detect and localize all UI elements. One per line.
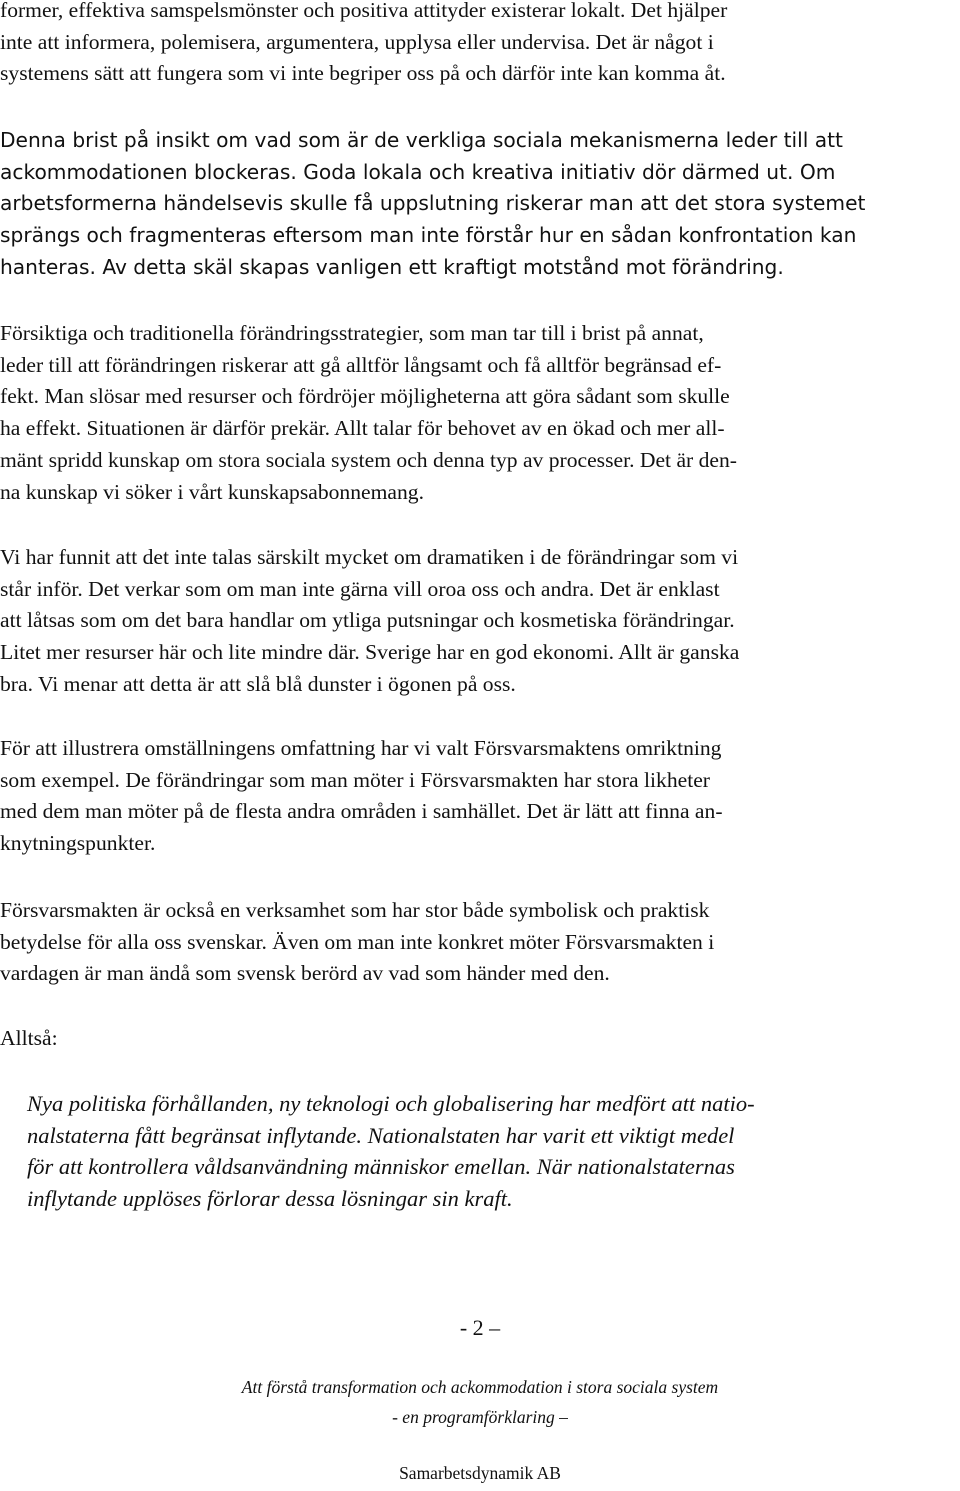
quote-line: för att kontrollera våldsanvändning människor emellan. När nationalstaternas <box>27 1154 735 1180</box>
text-line: hanteras. Av detta skäl skapas vanligen ett kraftigt motstånd mot förändring. <box>0 254 784 279</box>
text-line: fekt. Man slösar med resurser och fördröjer möjligheterna att göra sådant som skulle <box>0 384 730 409</box>
paragraph-5 <box>0 733 960 860</box>
footer-company: Samarbetsdynamik AB <box>399 1463 561 1483</box>
footer-title: Att förstå transformation och ackommodation i stora sociala system <box>241 1377 719 1397</box>
text-line: arbetsformerna händelsevis skulle få uppslutning riskerar man att det stora systemet <box>0 191 866 216</box>
paragraph-4 <box>0 542 960 701</box>
quote-line: nalstaterna fått begränsat inflytande. Nationalstaten har varit ett viktigt medel <box>27 1122 735 1148</box>
text-line: Litet mer resurser här och lite mindre där. Sverige har en god ekonomi. Allt är ganska <box>0 640 740 665</box>
text-line: vardagen är man ändå som svensk berörd av vad som händer med den. <box>0 961 610 986</box>
quote-line: inflytande upplöses förlorar dessa lösningar sin kraft. <box>27 1186 513 1212</box>
text-line: som exempel. De förändringar som man möter i Försvarsmakten har stora likheter <box>0 767 710 792</box>
paragraph-6 <box>0 895 960 990</box>
text-line: att låtsas som om det bara handlar om ytliga putsningar och kosmetiska förändringar. <box>0 608 735 633</box>
text-line: former, effektiva samspelsmönster och positiva attityder existerar lokalt. Det hjälper <box>0 0 728 22</box>
paragraph-3 <box>0 318 960 508</box>
text-line: betydelse för alla oss svenskar. Även om man inte konkret möter Försvarsmakten i <box>0 929 715 954</box>
text-line: systemens sätt att fungera som vi inte begriper oss på och därför inte kan komma åt. <box>0 61 726 86</box>
text-line: med dem man möter på de flesta andra områden i samhället. Det är lätt att finna an- <box>0 799 723 824</box>
paragraph-1 <box>0 0 960 90</box>
text-line: Försvarsmakten är också en verksamhet som har stor både symbolisk och praktisk <box>0 898 710 922</box>
text-line: mänt spridd kunskap om stora sociala system och denna typ av processer. Det är den- <box>0 447 737 472</box>
alltsa-label <box>0 1023 960 1055</box>
text-line: Denna brist på insikt om vad som är de verkliga sociala mekanismerna leder till att <box>0 128 843 152</box>
page-number: - 2 – <box>459 1315 501 1340</box>
text-line: ackommodationen blockeras. Goda lokala och kreativa initiativ dör därmed ut. Om <box>0 159 836 184</box>
text-line: Alltså: <box>0 1026 58 1050</box>
footer-subtitle: - en programförklaring – <box>392 1407 568 1427</box>
text-line: bra. Vi menar att detta är att slå blå dunster i ögonen på oss. <box>0 671 516 696</box>
text-line: ha effekt. Situationen är därför prekär. Allt talar för behovet av en ökad och mer all- <box>0 416 725 441</box>
text-line: knytningspunkter. <box>0 831 156 856</box>
text-line: För att illustrera omställningens omfattning har vi valt Försvarsmaktens omriktning <box>0 736 722 760</box>
text-line: står inför. Det verkar som om man inte gärna vill oroa oss och andra. Det är enklast <box>0 576 720 601</box>
text-line: inte att informera, polemisera, argumentera, upplysa eller undervisa. Det är något i <box>0 29 714 54</box>
text-line: Försiktiga och traditionella förändringsstrategier, som man tar till i brist på annat, <box>0 321 704 345</box>
text-line: leder till att förändringen riskerar att gå alltför långsamt och få alltför begränsad ef- <box>0 352 722 377</box>
text-line: na kunskap vi söker i vårt kunskapsabonnemang. <box>0 479 424 504</box>
text-line: Vi har funnit att det inte talas särskilt mycket om dramatiken i de förändringar som vi <box>0 545 739 569</box>
quote-block <box>27 1088 939 1215</box>
quote-line: Nya politiska förhållanden, ny teknologi och globalisering har medfört att natio- <box>27 1091 755 1116</box>
paragraph-2 <box>0 125 960 284</box>
text-line: sprängs och fragmenteras eftersom man inte förstår hur en sådan konfrontation kan <box>0 223 857 248</box>
